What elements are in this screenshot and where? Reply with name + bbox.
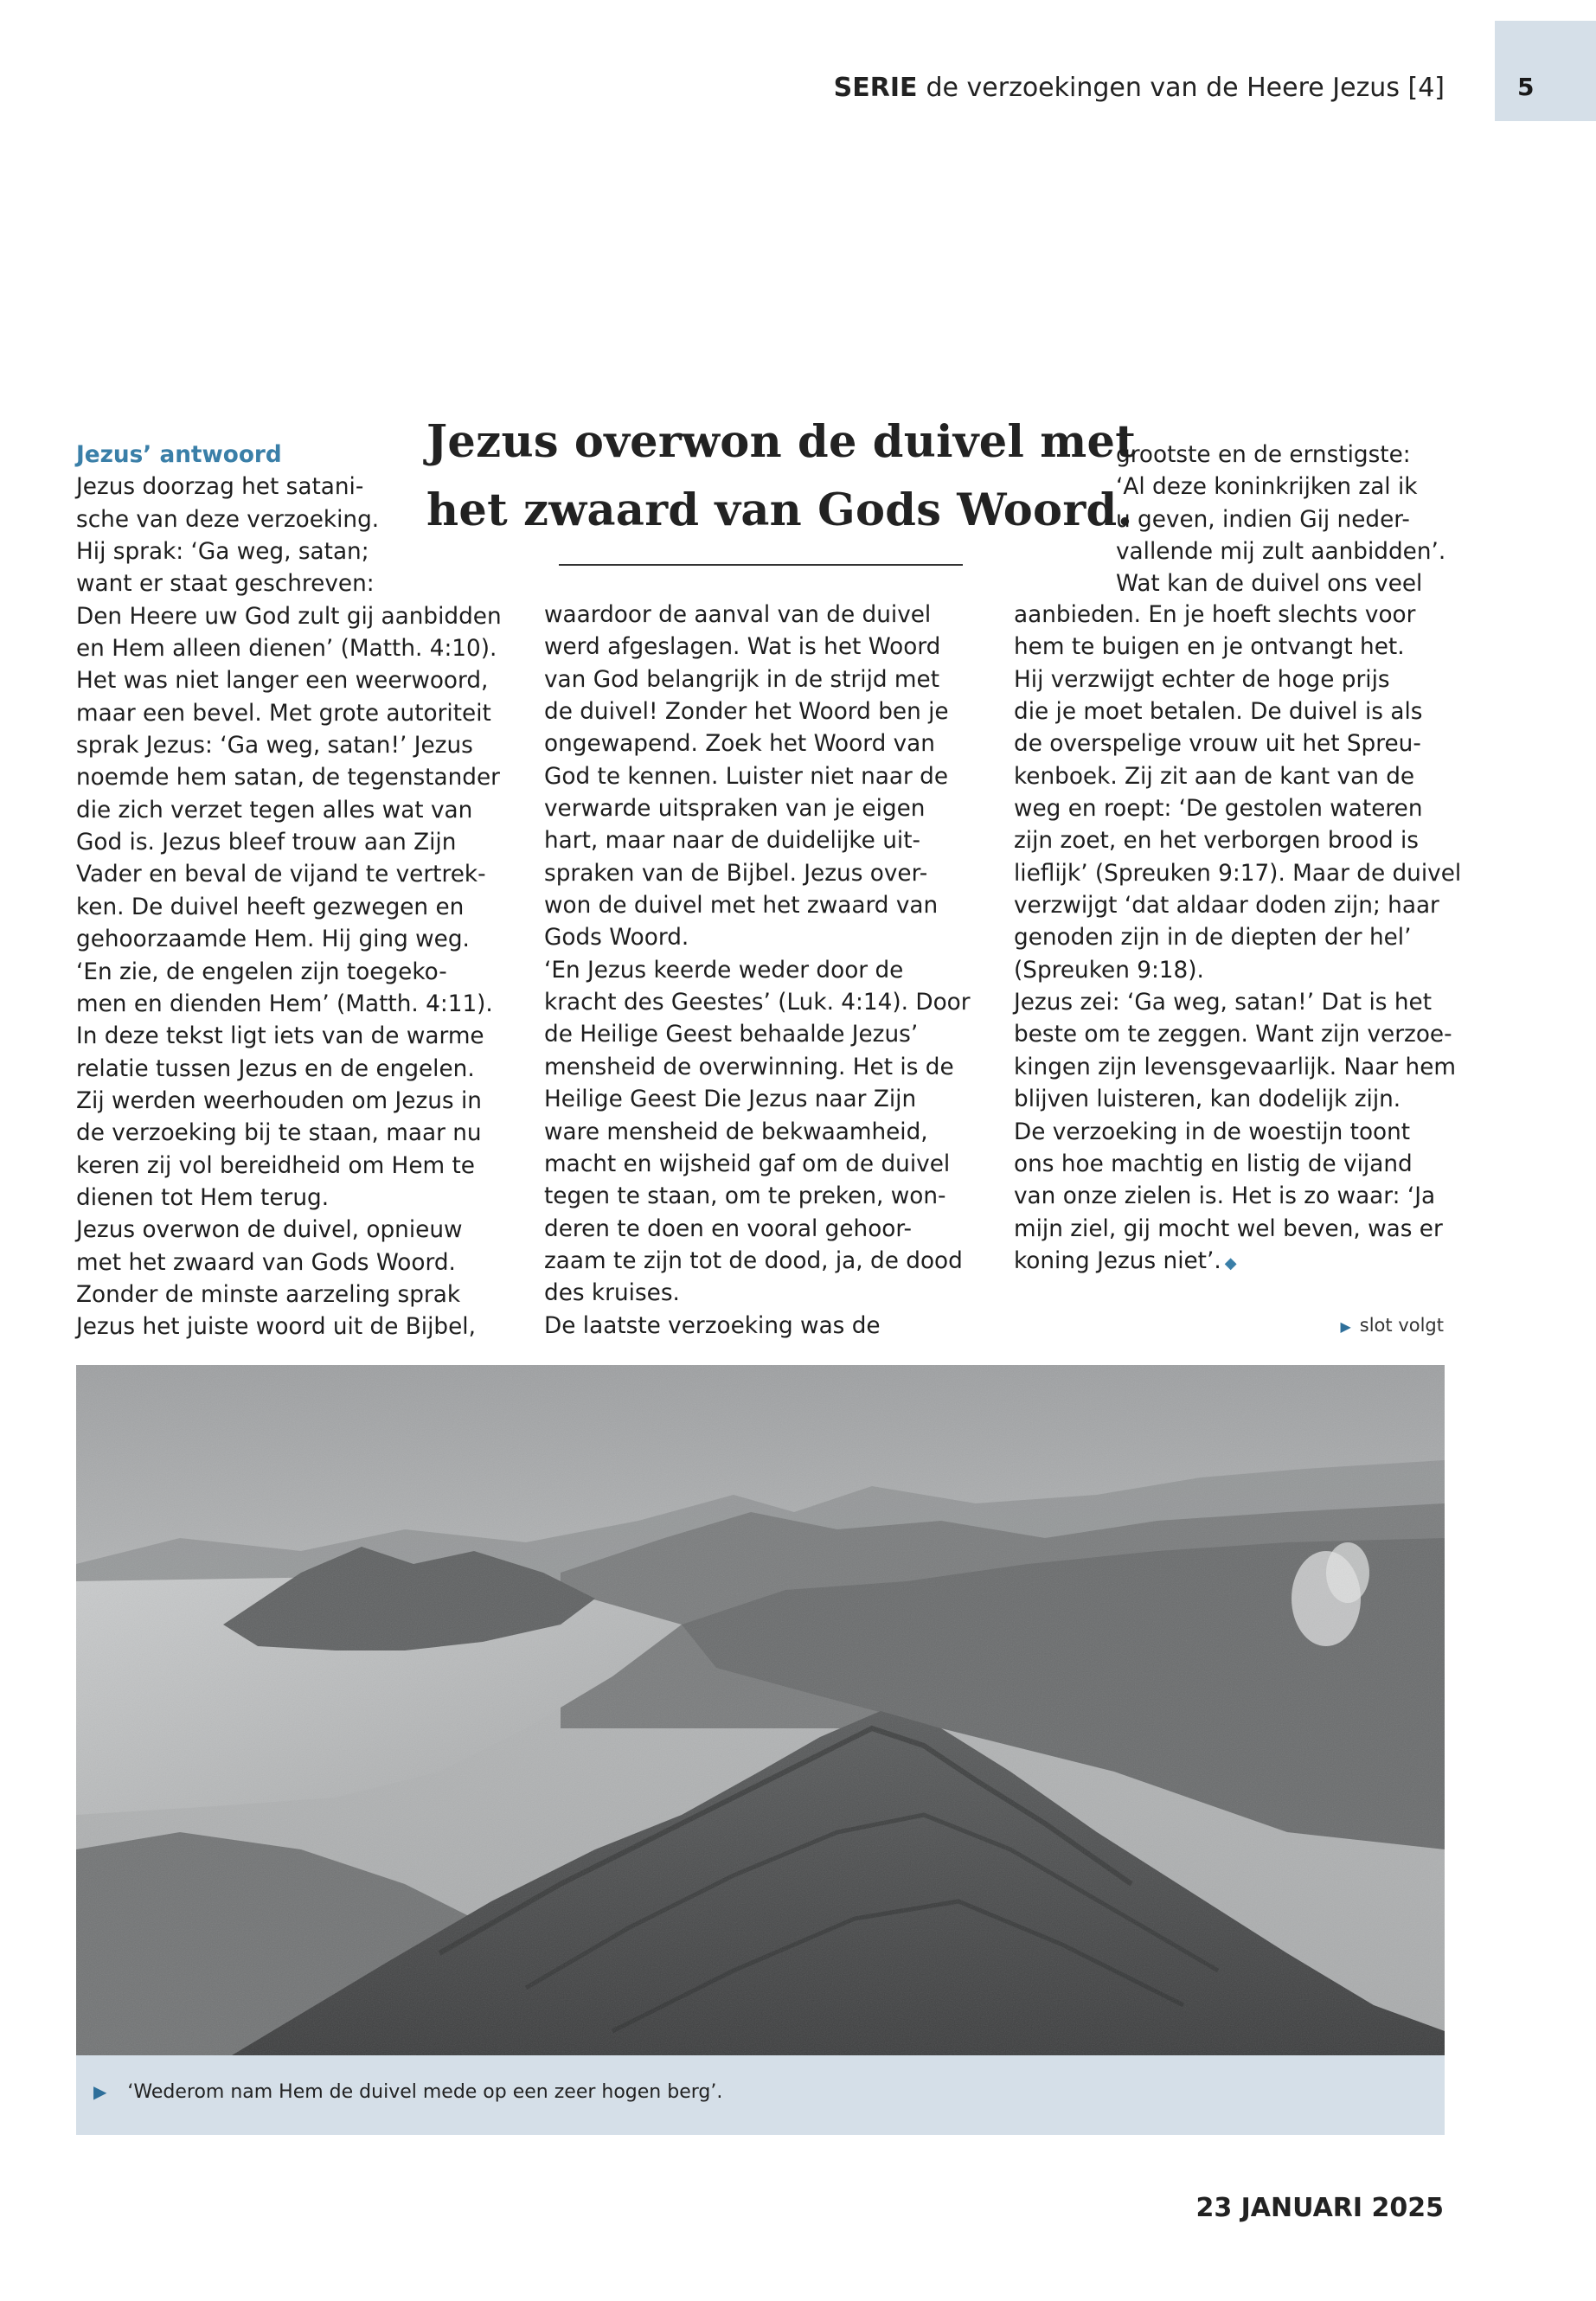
text-line: relatie tussen Jezus en de engelen. <box>76 1055 475 1082</box>
text-line: verzwijgt ‘dat aldaar doden zijn; haar <box>1014 893 1439 920</box>
text-line: dienen tot Hem terug. <box>76 1184 330 1211</box>
text-line: kingen zijn levensgevaarlijk. Naar hem <box>1014 1054 1457 1080</box>
text-line: Heilige Geest Die Jezus naar Zijn <box>544 1086 917 1113</box>
text-line: Gods Woord. <box>544 925 689 952</box>
text-line: maar een bevel. Met grote autoriteit <box>76 700 491 727</box>
text-line: beste om te zeggen. Want zijn verzoe- <box>1014 1022 1452 1048</box>
text-line <box>1014 1246 1461 1279</box>
text-line: waardoor de aanval van de duivel <box>544 602 932 628</box>
text-line: ‘Al deze koninkrijken zal ik <box>1116 474 1418 501</box>
text-line: Zonder de minste aarzeling sprak <box>76 1281 461 1308</box>
text-line: want er staat geschreven: <box>76 571 375 598</box>
text-line: men en dienden Hem’ (Matth. 4:11). <box>76 990 493 1017</box>
text-line: werd afgeslagen. Wat is het Woord <box>544 634 941 661</box>
text-line: mensheid de overwinning. Het is de <box>544 1054 954 1080</box>
text-line: genoden zijn in de diepten der hel’ <box>1014 925 1412 952</box>
text-line: kenboek. Zij zit aan de kant van de <box>1014 763 1415 790</box>
text-line: hart, maar naar de duidelijke uit- <box>544 828 920 855</box>
text-line: aanbieden. En je hoeft slechts voor <box>1014 602 1416 628</box>
continued-note <box>1340 1315 1444 1336</box>
text-line-content: koning Jezus niet’. <box>1014 1247 1221 1274</box>
text-line: gehoorzaamde Hem. Hij ging weg. <box>76 926 470 953</box>
article-column-3-top <box>1116 439 1445 601</box>
text-line: God is. Jezus bleef trouw aan Zijn <box>76 830 457 856</box>
text-line: ware mensheid de bekwaamheid, <box>544 1118 928 1145</box>
text-line: Zij werden weerhouden om Jezus in <box>76 1087 482 1114</box>
text-line: won de duivel met het zwaard van <box>544 893 939 920</box>
article-column-1 <box>76 439 502 1344</box>
text-line: ‘En zie, de engelen zijn toegeko- <box>76 958 447 985</box>
text-line: weg en roept: ‘De gestolen wateren <box>1014 796 1423 823</box>
text-line: keren zij vol bereidheid om Hem te <box>76 1152 475 1179</box>
page-number: 5 <box>1517 73 1535 101</box>
text-line: Jezus overwon de duivel, opnieuw <box>76 1217 463 1244</box>
text-line: de Heilige Geest behaalde Jezus’ <box>544 1022 919 1048</box>
text-line: deren te doen en vooral gehoor- <box>544 1215 913 1242</box>
text-line: lieflijk’ (Spreuken 9:17). Maar de duivel <box>1014 860 1462 887</box>
photo-caption: ‘Wederom nam Hem de duivel mede op een zeer hogen berg’. <box>127 2081 723 2103</box>
text-line: sprak Jezus: ‘Ga weg, satan!’ Jezus <box>76 733 473 760</box>
play-triangle-icon: ▶ <box>1340 1318 1351 1335</box>
pull-quote-line: Jezus overwon de duivel met <box>426 416 1137 468</box>
article-end-diamond-icon: ◆ <box>1224 1253 1237 1272</box>
page-number-tab <box>1495 21 1596 121</box>
article-column-3 <box>1014 599 1461 1279</box>
text-line: met het zwaard van Gods Woord. <box>76 1249 456 1276</box>
text-line: God te kennen. Luister niet naar de <box>544 763 949 790</box>
pull-quote-divider <box>559 564 963 566</box>
text-line: (Spreuken 9:18). <box>1014 957 1204 984</box>
text-line: Jezus doorzag het satani- <box>76 474 364 501</box>
text-line: De verzoeking in de woestijn toont <box>1014 1118 1411 1145</box>
text-line: Jezus het juiste woord uit de Bijbel, <box>76 1314 476 1341</box>
text-line: de duivel! Zonder het Woord ben je <box>544 699 949 726</box>
text-line: Wat kan de duivel ons veel <box>1116 571 1423 598</box>
text-line: Het was niet langer een weerwoord, <box>76 668 489 695</box>
text-line: mijn ziel, gij mocht wel beven, was er <box>1014 1215 1443 1242</box>
text-line: die zich verzet tegen alles wat van <box>76 797 473 824</box>
text-line: Hij sprak: ‘Ga weg, satan; <box>76 539 369 566</box>
play-triangle-icon: ▶ <box>93 2081 107 2102</box>
text-line: Jezus zei: ‘Ga weg, satan!’ Dat is het <box>1014 990 1432 1016</box>
text-line: van onze zielen is. Het is zo waar: ‘Ja <box>1014 1183 1436 1210</box>
text-line: macht en wijsheid gaf om de duivel <box>544 1150 951 1177</box>
text-line: zijn zoet, en het verborgen brood is <box>1014 828 1420 855</box>
text-line: de verzoeking bij te staan, maar nu <box>76 1120 482 1147</box>
text-line: grootste en de ernstigste: <box>1116 442 1411 468</box>
article-subheading: Jezus’ antwoord <box>76 442 282 468</box>
issue-date: 23 JANUARI 2025 <box>1195 2193 1444 2223</box>
section-label: SERIE <box>833 73 918 103</box>
text-line: kracht des Geestes’ (Luk. 4:14). Door <box>544 990 971 1016</box>
text-line: sche van deze verzoeking. <box>76 506 380 533</box>
photo-caption-bar <box>76 2055 1445 2135</box>
text-line: des kruises. <box>544 1280 680 1307</box>
text-line: zaam te zijn tot de dood, ja, de dood <box>544 1247 963 1274</box>
mountain-landscape-photo <box>76 1365 1445 2055</box>
text-line: Den Heere uw God zult gij aanbidden <box>76 603 502 630</box>
text-line: noemde hem satan, de tegenstander <box>76 765 500 792</box>
text-line: en Hem alleen dienen’ (Matth. 4:10). <box>76 636 497 663</box>
text-line: tegen te staan, om te preken, won- <box>544 1183 946 1210</box>
text-line: Hij verzwijgt echter de hoge prijs <box>1014 666 1390 693</box>
text-line: De laatste verzoeking was de <box>544 1312 881 1339</box>
text-line: Vader en beval de vijand te vertrek- <box>76 862 486 888</box>
continued-label: slot volgt <box>1359 1315 1444 1336</box>
text-line: hem te buigen en je ontvangt het. <box>1014 634 1405 661</box>
text-line: verwarde uitspraken van je eigen <box>544 796 926 823</box>
article-column-2 <box>544 599 971 1343</box>
text-line: vallende mij zult aanbidden’. <box>1116 539 1446 566</box>
pull-quote-line: het zwaard van Gods Woord. <box>426 484 1133 536</box>
text-line: die je moet betalen. De duivel is als <box>1014 699 1423 726</box>
running-header <box>834 73 1445 103</box>
text-line: ongewapend. Zoek het Woord van <box>544 731 935 758</box>
text-line: van God belangrijk in de strijd met <box>544 666 940 693</box>
text-line: de overspelige vrouw uit het Spreu- <box>1014 731 1421 758</box>
text-line: ‘En Jezus keerde weder door de <box>544 957 904 984</box>
pull-quote <box>426 408 1137 545</box>
text-line: ken. De duivel heeft gezwegen en <box>76 894 465 920</box>
text-line: spraken van de Bijbel. Jezus over- <box>544 860 928 887</box>
series-title: de verzoekingen van de Heere Jezus [4] <box>926 73 1445 103</box>
text-line: ons hoe machtig en listig de vijand <box>1014 1150 1413 1177</box>
text-line: In deze tekst ligt iets van de warme <box>76 1023 484 1050</box>
text-line: u geven, indien Gij neder- <box>1116 506 1410 533</box>
text-line: blijven luisteren, kan dodelijk zijn. <box>1014 1086 1401 1113</box>
